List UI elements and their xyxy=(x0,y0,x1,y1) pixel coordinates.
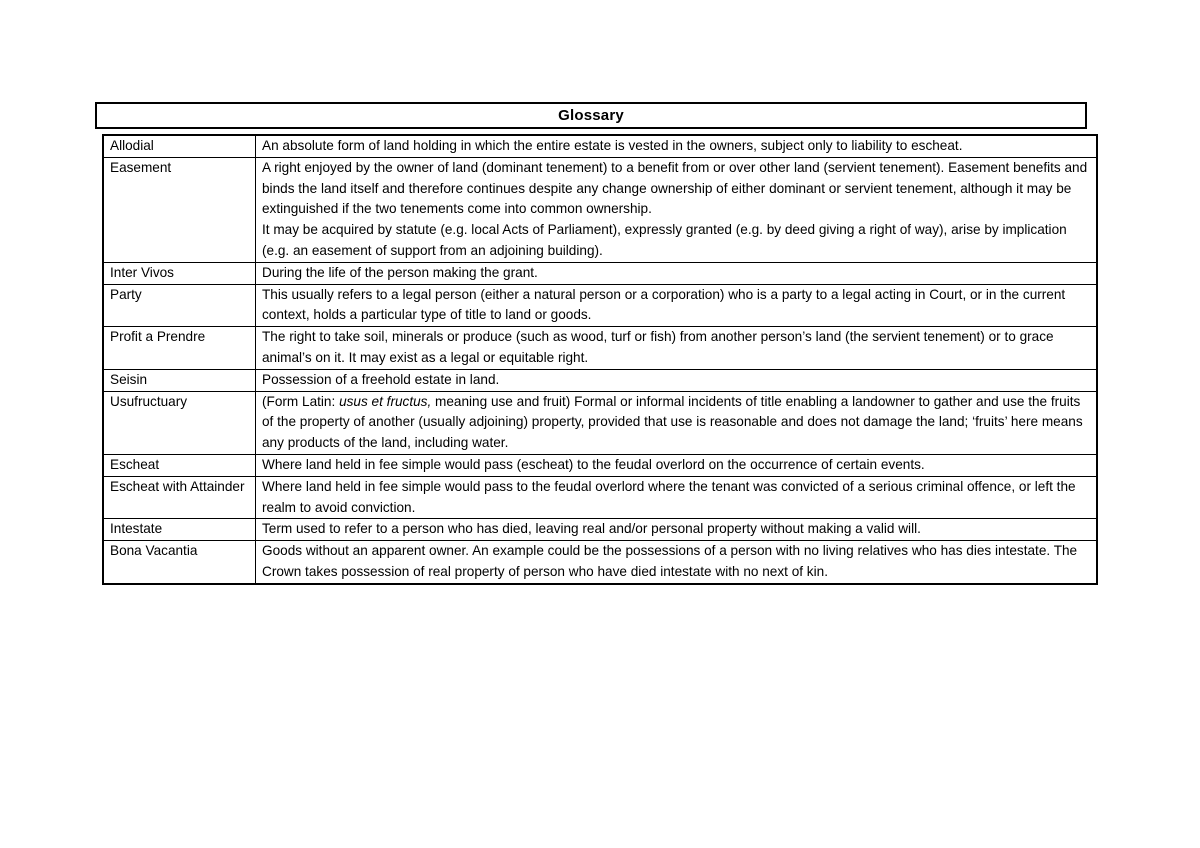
table-row xyxy=(103,157,1097,262)
glossary-definition xyxy=(256,391,1098,454)
table-row xyxy=(103,135,1097,157)
glossary-definition: Term used to refer to a person who has died, leaving real and/or personal property without making a valid will. xyxy=(256,519,1098,541)
glossary-definition: An absolute form of land holding in which the entire estate is vested in the owners, subject only to liability to escheat. xyxy=(256,135,1098,157)
glossary-term: Escheat xyxy=(103,454,256,476)
glossary-term: Easement xyxy=(103,157,256,262)
glossary-table xyxy=(102,134,1098,585)
glossary-definition: Where land held in fee simple would pass to the feudal overlord where the tenant was convicted of a serious criminal offence, or left the realm to avoid conviction. xyxy=(256,476,1098,519)
glossary-definition: Possession of a freehold estate in land. xyxy=(256,369,1098,391)
glossary-definition: A right enjoyed by the owner of land (dominant tenement) to a benefit from or over other land (servient tenement). Easement benefits and binds the land itself and therefore continues despite any change ownership of either dominant or servient tenement, although it may be extinguished if the two tenements come into common ownership. It may be acquired by statute (e.g. local Acts of Parliament), expressly granted (e.g. by deed giving a right of way), arise by implication (e.g. an easement of support from an adjoining building). xyxy=(256,157,1098,262)
glossary-definition: Where land held in fee simple would pass (escheat) to the feudal overlord on the occurrence of certain events. xyxy=(256,454,1098,476)
table-row xyxy=(103,369,1097,391)
glossary-term: Bona Vacantia xyxy=(103,541,256,584)
glossary-term: Usufructuary xyxy=(103,391,256,454)
glossary-definition: This usually refers to a legal person (either a natural person or a corporation) who is a party to a legal acting in Court, or in the current context, holds a particular type of title to land or goods. xyxy=(256,284,1098,327)
definition-prefix: (Form Latin: xyxy=(262,393,340,409)
glossary-term: Party xyxy=(103,284,256,327)
glossary-definition: During the life of the person making the grant. xyxy=(256,262,1098,284)
glossary-term: Profit a Prendre xyxy=(103,327,256,370)
glossary-term: Seisin xyxy=(103,369,256,391)
glossary-definition: The right to take soil, minerals or produce (such as wood, turf or fish) from another person’s land (the servient tenement) or to grace animal’s on it. It may exist as a legal or equitable right. xyxy=(256,327,1098,370)
glossary-term: Inter Vivos xyxy=(103,262,256,284)
glossary-term: Escheat with Attainder xyxy=(103,476,256,519)
table-row xyxy=(103,327,1097,370)
table-row xyxy=(103,284,1097,327)
definition-suffix: meaning use and fruit) Formal or informal incidents of title enabling a landowner to gather and use the fruits of the property of another (usually adjoining) property, provided that use is reasonable and does not damage the land; ‘fruits’ here means any products of the land, including water. xyxy=(262,393,1083,451)
glossary-term: Allodial xyxy=(103,135,256,157)
table-row xyxy=(103,454,1097,476)
table-row xyxy=(103,519,1097,541)
definition-latin-phrase: usus et fructus, xyxy=(339,393,432,409)
glossary-term: Intestate xyxy=(103,519,256,541)
table-row xyxy=(103,476,1097,519)
table-row xyxy=(103,391,1097,454)
table-row xyxy=(103,262,1097,284)
glossary-definition: Goods without an apparent owner. An example could be the possessions of a person with no living relatives who has dies intestate. The Crown takes possession of real property of person who have died intestate with no next of kin. xyxy=(256,541,1098,584)
glossary-title: Glossary xyxy=(95,102,1087,129)
table-row xyxy=(103,541,1097,584)
